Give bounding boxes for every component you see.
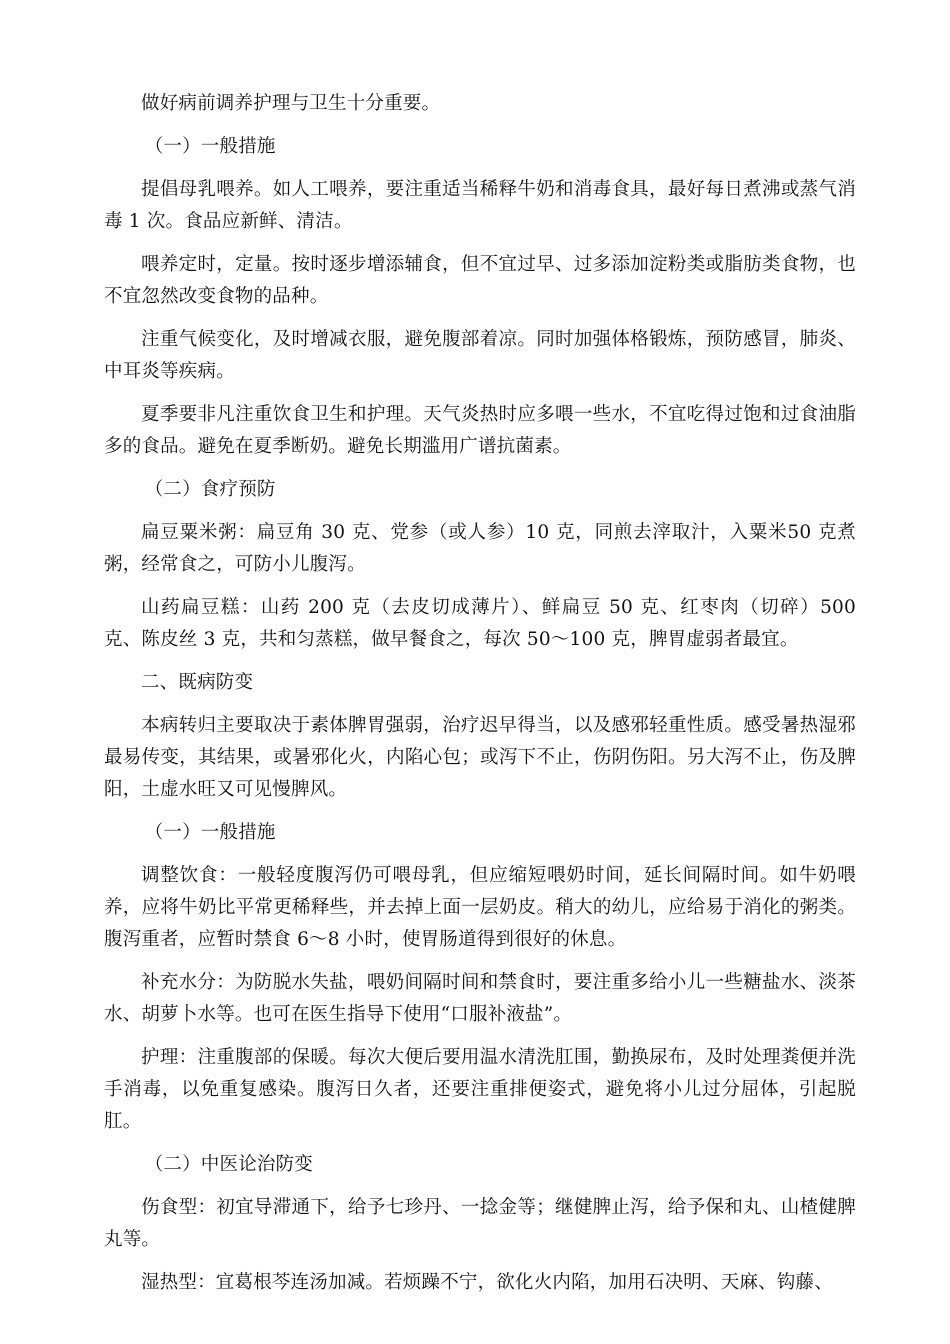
paragraph: 提倡母乳喂养。如人工喂养，要注重适当稀释牛奶和消毒食具，最好每日煮沸或蒸气消毒 1 次。食品应新鲜、清洁。 [104, 179, 856, 232]
paragraph: 护理：注重腹部的保暖。每次大便后要用温水清洗肛围，勤换尿布，及时处理粪便并洗手消毒，以免重复感染。腹泻日久者，还要注重排便姿式，避免将小儿过分屈体，引起脱肛。 [104, 1047, 856, 1132]
paragraph: 山药扁豆糕：山药 200 克（去皮切成薄片）、鲜扁豆 50 克、红枣肉（切碎）500 克、陈皮丝 3 克，共和匀蒸糕，做早餐食之，每次 50～100 克，脾胃虚弱者最宜。 [104, 597, 856, 650]
paragraph: 调整饮食：一般轻度腹泻仍可喂母乳，但应缩短喂奶时间，延长间隔时间。如牛奶喂养，应将牛奶比平常更稀释些，并去掉上面一层奶皮。稍大的幼儿，应给易于消化的粥类。腹泻重者，应暂时禁食 6～8 小时，使胃肠道得到很好的休息。 [104, 865, 856, 950]
paragraph: 夏季要非凡注重饮食卫生和护理。天气炎热时应多喂一些水，不宜吃得过饱和过食油脂多的食品。避免在夏季断奶。避免长期滥用广谱抗菌素。 [104, 404, 856, 457]
paragraph: 本病转归主要取决于素体脾胃强弱，治疗迟早得当，以及感邪轻重性质。感受暑热湿邪最易传变，其结果，或暑邪化火，内陷心包；或泻下不止，伤阴伤阳。另大泻不止，伤及脾阳，土虚水旺又可见慢脾风。 [104, 715, 856, 800]
document-body [104, 88, 856, 1310]
section-heading: （二）食疗预防 [144, 479, 276, 500]
paragraph: 湿热型：宜葛根芩连汤加减。若烦躁不宁，欲化火内陷，加用石决明、天麻、钩藤、 [141, 1272, 833, 1293]
section-heading: （一）一般措施 [144, 822, 276, 843]
paragraph: 扁豆粟米粥：扁豆角 30 克、党参（或人参）10 克，同煎去滓取汁，入粟米50 克煮粥，经常食之，可防小儿腹泻。 [104, 522, 856, 575]
paragraph: 伤食型：初宜导滞通下，给予七珍丹、一捻金等；继健脾止泻，给予保和丸、山楂健脾丸等。 [104, 1197, 856, 1250]
section-heading: （二）中医论治防变 [144, 1154, 313, 1175]
paragraph: 补充水分：为防脱水失盐，喂奶间隔时间和禁食时，要注重多给小儿一些糖盐水、淡茶水、胡萝卜水等。也可在医生指导下使用“口服补液盐”。 [104, 972, 856, 1025]
chapter-heading: 二、既病防变 [141, 672, 254, 693]
paragraph-intro: 做好病前调养护理与卫生十分重要。 [141, 93, 441, 114]
paragraph: 注重气候变化，及时增减衣服，避免腹部着凉。同时加强体格锻炼，预防感冒，肺炎、中耳炎等疾病。 [104, 329, 856, 382]
paragraph: 喂养定时，定量。按时逐步增添辅食，但不宜过早、过多添加淀粉类或脂肪类食物，也不宜忽然改变食物的品种。 [104, 254, 856, 307]
section-heading: （一）一般措施 [144, 136, 276, 157]
